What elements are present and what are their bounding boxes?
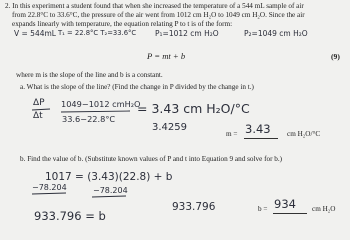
hw-b-substitution: 1017 = (3.43)(22.8) + b xyxy=(45,171,173,183)
hw-given-p2: P₂=1049 cm H₂O xyxy=(244,29,308,38)
hw-b-margin-value: 933.796 xyxy=(172,201,216,213)
hw-given-p1: P₁=1012 cm H₂O xyxy=(155,29,219,38)
hw-fraction-denominator: 33.6−22.8°C xyxy=(62,114,116,124)
m-unit: cm H₂O/°C xyxy=(287,130,321,138)
b-subtraction-line-right xyxy=(92,196,126,197)
b-subtraction-line-left xyxy=(32,193,66,194)
delta-fraction-bar xyxy=(32,109,50,110)
problem-intro-line1: 2. In this experiment a student found that when she increased the temperature of a 544 mL sample of air xyxy=(5,2,304,10)
problem-intro-line3: expands linearly with temperature, the equation relating P to t is of the form: xyxy=(12,20,233,28)
problem-intro-line2: from 22.8°C to 33.6°C, the pressure of the air went from 1012 cm H₂O to 1049 cm H₂O. Since the air xyxy=(12,11,305,19)
hw-delta-t: Δt xyxy=(33,111,43,121)
hw-slope-quotient: 3.4259 xyxy=(152,122,187,133)
m-label: m = xyxy=(226,130,238,138)
b-unit: cm H₂O xyxy=(312,205,336,213)
hw-fraction-numerator: 1049−1012 cmH₂O xyxy=(61,99,141,109)
where-line: where m is the slope of the line and b is a constant. xyxy=(16,71,163,79)
hw-b-minus-left: −78.204 xyxy=(32,183,67,192)
hw-b-minus-right: −78.204 xyxy=(93,186,128,195)
b-answer-value: 934 xyxy=(274,197,296,211)
part-b-question: b. Find the value of b. (Substitute known values of P and t into Equation 9 and solve for b.) xyxy=(20,155,283,163)
b-label: b = xyxy=(258,205,268,213)
part-a-question: a. What is the slope of the line? (Find the change in P divided by the change in t.) xyxy=(20,83,254,91)
m-answer-value: 3.43 xyxy=(245,122,271,136)
hw-slope-result: = 3.43 cm H₂O/°C xyxy=(137,101,250,116)
hw-delta-p: ΔP xyxy=(33,98,45,108)
hw-given-volume: V = 544mL xyxy=(14,29,56,38)
value-fraction-bar xyxy=(61,111,130,112)
equation: P = mt + b xyxy=(147,51,186,61)
hw-b-final: 933.796 = b xyxy=(34,209,106,223)
equation-number: (9) xyxy=(331,52,340,61)
hw-given-temperatures: T₁ = 22.8°C T₂=33.6°C xyxy=(58,29,137,37)
